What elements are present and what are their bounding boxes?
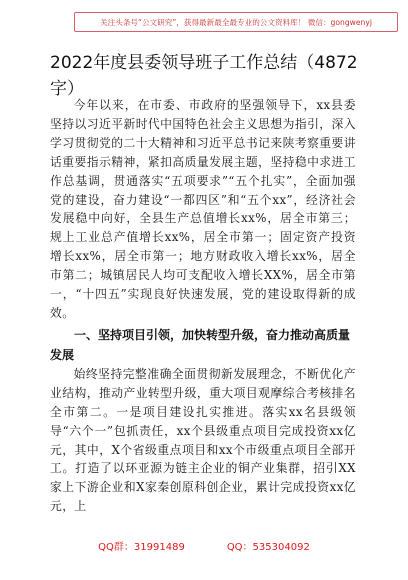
section-paragraph: 始终坚持完整准确全面贯彻新发展理念，不断优化产业结构，推动产业转型升级，重大项目观摩综合考核排名全市第二。一是项目建设扎实推进。落实xx名县级领导“六个一”包抓责任，xx个县级重点项目完成投资xx亿元，其中，X个省级重点项目和xx个市级重点项目全部开工。打造了以环亚源为链主企业的铜产业集群，招引XX家上下游企业和X家秦创原科创企业，累计完成投资xx亿元，上: [50, 366, 356, 514]
qq-group-text: QQ群：31991489: [98, 542, 185, 553]
section-heading: 一、坚持项目引领，加快转型升级，奋力推动高质量发展: [50, 327, 351, 362]
document-body: [50, 96, 356, 516]
qq-number-text: QQ：535304092: [226, 542, 310, 553]
footer-contact: [0, 538, 408, 553]
intro-paragraph: 今年以来，在市委、市政府的坚强领导下，xx县委坚持以习近平新时代中国特色社会主义思想为指引，深入学习贯彻党的二十大精神和习近平总书记来陕考察重要讲话重要指示精神，紧扣高质量发展主题，坚持稳中求进工作总基调，贯通落实“五项要求”“五个扎实”，全面加强党的建设，奋力建设“一都四区”和“五个xx”，经济社会发展稳中向好，全县生产总值增长xx%，居全市第三；规上工业总产值增长xx%，居全市第一；固定资产投资增长xx%，居全市第一；地方财政收入增长xx%，居全市第二；城镇居民人均可支配收入增长XX%，居全市第一，“十四五”实现良好快速发展，党的建设取得新的成效。: [50, 98, 356, 320]
header-banner: 关注头条号“公文研究”，获得最新最全最专业的公文资料库！ 微信：gongwenyj: [74, 12, 398, 32]
document-title: 2022年度县委领导班子工作总结（4872字）: [50, 53, 358, 99]
